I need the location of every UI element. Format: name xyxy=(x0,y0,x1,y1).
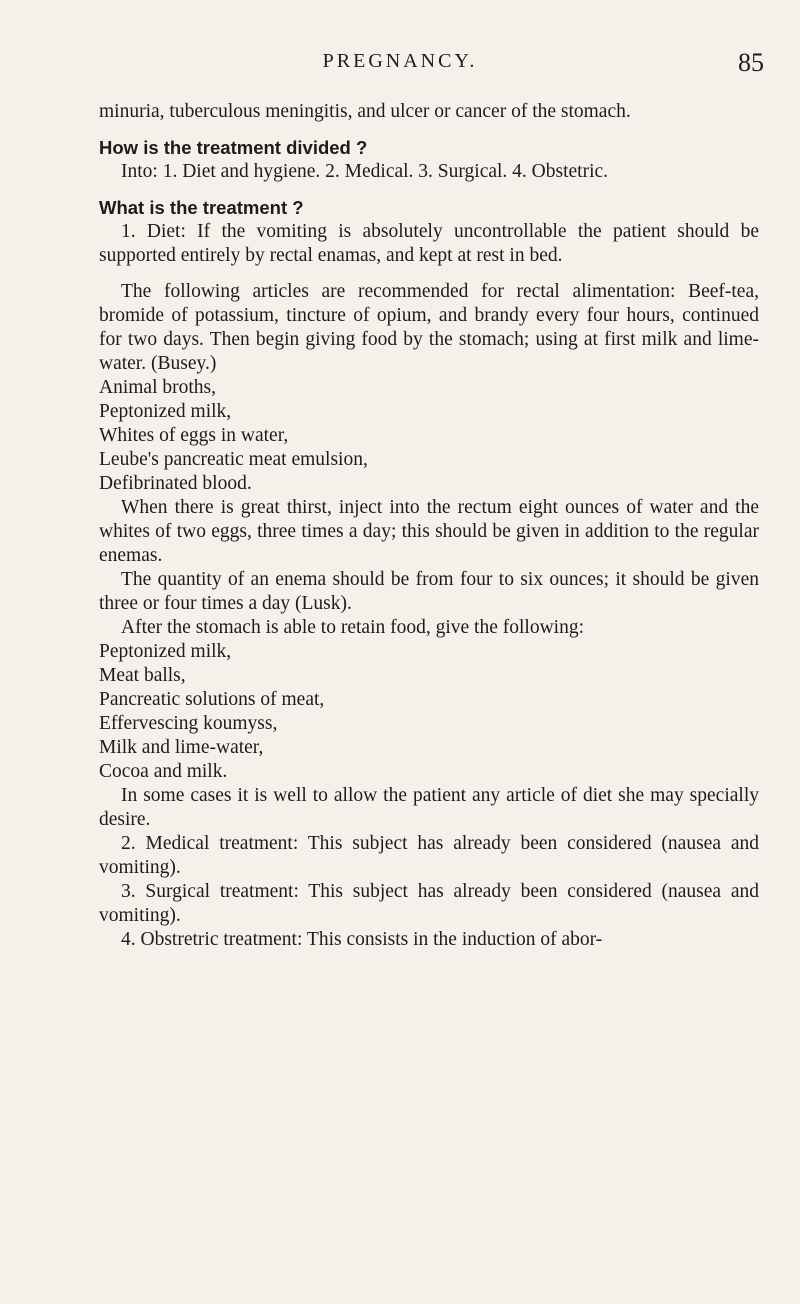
list-item: Peptonized milk, xyxy=(99,641,232,662)
paragraph-thirst: When there is great thirst, inject into the rectum eight ounces of water and the whites of two eggs, three times a day; this should be given in addition to the regular enemas. xyxy=(99,497,759,566)
paragraph-continuation: minuria, tuberculous meningitis, and ulcer or cancer of the stomach. xyxy=(99,101,631,122)
paragraph-after-stomach: After the stomach is able to retain food, give the following: xyxy=(121,617,585,638)
list-item: Meat balls, xyxy=(99,665,186,686)
rectal-articles-list xyxy=(99,376,759,496)
food-list xyxy=(99,640,759,784)
page-header xyxy=(0,44,800,84)
paragraph-obstetric: 4. Obstretric treatment: This consists in the induction of abor- xyxy=(121,929,603,950)
list-item: Peptonized milk, xyxy=(99,401,232,422)
list-item: Cocoa and milk. xyxy=(99,761,228,782)
question-heading: What is the treatment ? xyxy=(99,197,304,218)
list-item: Milk and lime-water, xyxy=(99,737,264,758)
paragraph-medical: 2. Medical treatment: This subject has already been considered (nausea and vomiting). xyxy=(99,833,759,878)
paragraph-enema-quantity: The quantity of an enema should be from four to six ounces; it should be given three or four times a day (Lusk). xyxy=(99,569,759,614)
paragraph-special-desire: In some cases it is well to allow the patient any article of diet she may specially desire. xyxy=(99,785,759,830)
list-item: Pancreatic solutions of meat, xyxy=(99,689,325,710)
page-number: 85 xyxy=(738,48,764,77)
list-item: Defibrinated blood. xyxy=(99,473,252,494)
question-heading: How is the treatment divided ? xyxy=(99,137,368,158)
running-title: PREGNANCY. xyxy=(322,50,478,72)
list-item: Whites of eggs in water, xyxy=(99,425,289,446)
list-item: Effervescing koumyss, xyxy=(99,713,278,734)
page-body xyxy=(99,100,759,952)
paragraph-diet: 1. Diet: If the vomiting is absolutely uncontrollable the patient should be supported entirely by rectal enamas, and kept at rest in bed. xyxy=(99,221,759,266)
paragraph-division: Into: 1. Diet and hygiene. 2. Medical. 3. Surgical. 4. Obstetric. xyxy=(121,161,609,182)
list-item: Leube's pancreatic meat emulsion, xyxy=(99,449,368,470)
paragraph-rectal-alimentation: The following articles are recommended for rectal alimentation: Beef-tea, bromide of potassium, tincture of opium, and brandy every four hours, continued for two days. Then begin giving food by the stomach; using at first milk and lime-water. (Busey.) xyxy=(99,281,759,374)
paragraph-surgical: 3. Surgical treatment: This subject has already been considered (nausea and vomiting). xyxy=(99,881,759,926)
list-item: Animal broths, xyxy=(99,377,216,398)
